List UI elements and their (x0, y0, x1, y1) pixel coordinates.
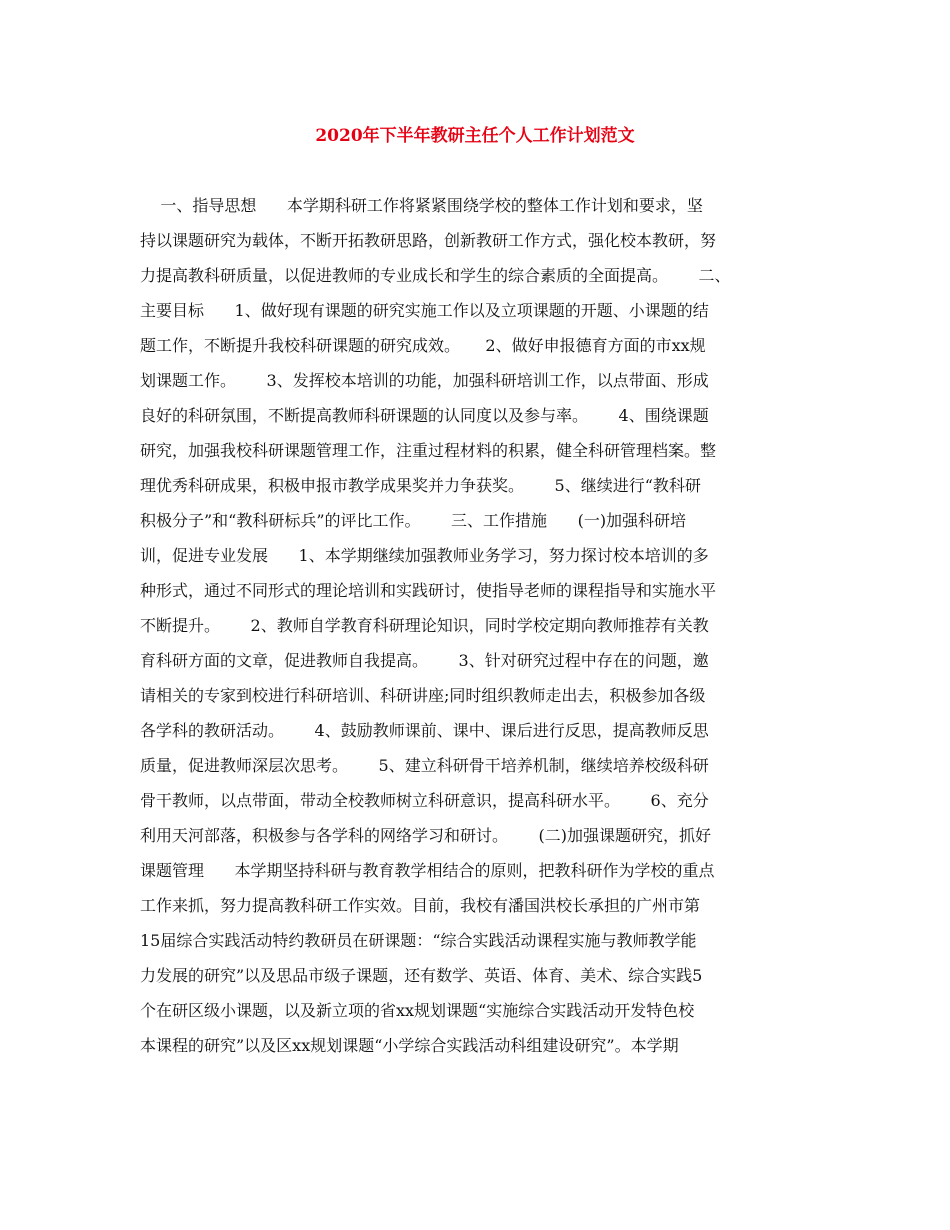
body-line: 主要目标 1、做好现有课题的研究实施工作以及立项课题的开题、小课题的结 (140, 301, 709, 320)
body-line: 15届综合实践活动特约教研员在研课题：“综合实践活动课程实施与教师教学能 (140, 931, 697, 950)
body-line: 持以课题研究为载体，不断开拓教研思路，创新教研工作方式，强化校本教研，努 (140, 231, 717, 250)
body-line: 种形式，通过不同形式的理论培训和实践研讨，使指导老师的课程指导和实施水平 (140, 581, 717, 600)
body-line: 力提高教科研质量，以促进教师的专业成长和学生的综合素质的全面提高。 二、 (140, 266, 731, 285)
body-line: 请相关的专家到校进行科研培训、科研讲座;同时组织教师走出去，积极参加各级 (140, 686, 706, 705)
body-line: 个在研区级小课题，以及新立项的省xx规划课题“实施综合实践活动开发特色校 (140, 1001, 695, 1020)
body-line: 质量，促进教师深层次思考。 5、建立科研骨干培养机制，继续培养校级科研 (140, 756, 709, 775)
body-line: 课题管理 本学期坚持科研与教育教学相结合的原则，把教科研作为学校的重点 (140, 861, 715, 880)
document-title: 2020年下半年教研主任个人工作计划范文 (315, 126, 635, 146)
body-line: 工作来抓，努力提高教科研工作实效。目前，我校有潘国洪校长承担的广州市第 (140, 896, 701, 915)
body-line: 骨干教师，以点带面，带动全校教师树立科研意识，提高科研水平。 6、充分 (140, 791, 709, 810)
body-line: 利用天河部落，积极参与各学科的网络学习和研讨。 (二)加强课题研究，抓好 (140, 826, 712, 845)
body-line: 题工作，不断提升我校科研课题的研究成效。 2、做好申报德育方面的市xx规 (140, 336, 706, 355)
body-line: 划课题工作。 3、发挥校本培训的功能，加强科研培训工作，以点带面、形成 (140, 371, 709, 390)
body-line: 一、指导思想 本学期科研工作将紧紧围绕学校的整体工作计划和要求，坚 (140, 196, 703, 215)
body-line: 育科研方面的文章，促进教师自我提高。 3、针对研究过程中存在的问题，邀 (140, 651, 709, 670)
body-line: 训，促进专业发展 1、本学期继续加强教师业务学习，努力探讨校本培训的多 (140, 546, 709, 565)
body-line: 各学科的教研活动。 4、鼓励教师课前、课中、课后进行反思，提高教师反思 (140, 721, 709, 740)
body-line: 良好的科研氛围，不断提高教师科研课题的认同度以及参与率。 4、围绕课题 (140, 406, 709, 425)
body-line: 本课程的研究”以及区xx规划课题“小学综合实践活动科组建设研究”。本学期 (140, 1036, 679, 1055)
body-line: 理优秀科研成果，积极申报市教学成果奖并力争获奖。 5、继续进行“教科研 (140, 476, 701, 495)
body-line: 不断提升。 2、教师自学教育科研理论知识，同时学校定期向教师推荐有关教 (140, 616, 709, 635)
body-line: 研究，加强我校科研课题管理工作，注重过程材料的积累，健全科研管理档案。整 (140, 441, 717, 460)
body-line: 力发展的研究”以及思品市级子课题，还有数学、英语、体育、美术、综合实践5 (140, 966, 703, 985)
body-line: 积极分子”和“教科研标兵”的评比工作。 三、工作措施 (一)加强科研培 (140, 511, 687, 530)
